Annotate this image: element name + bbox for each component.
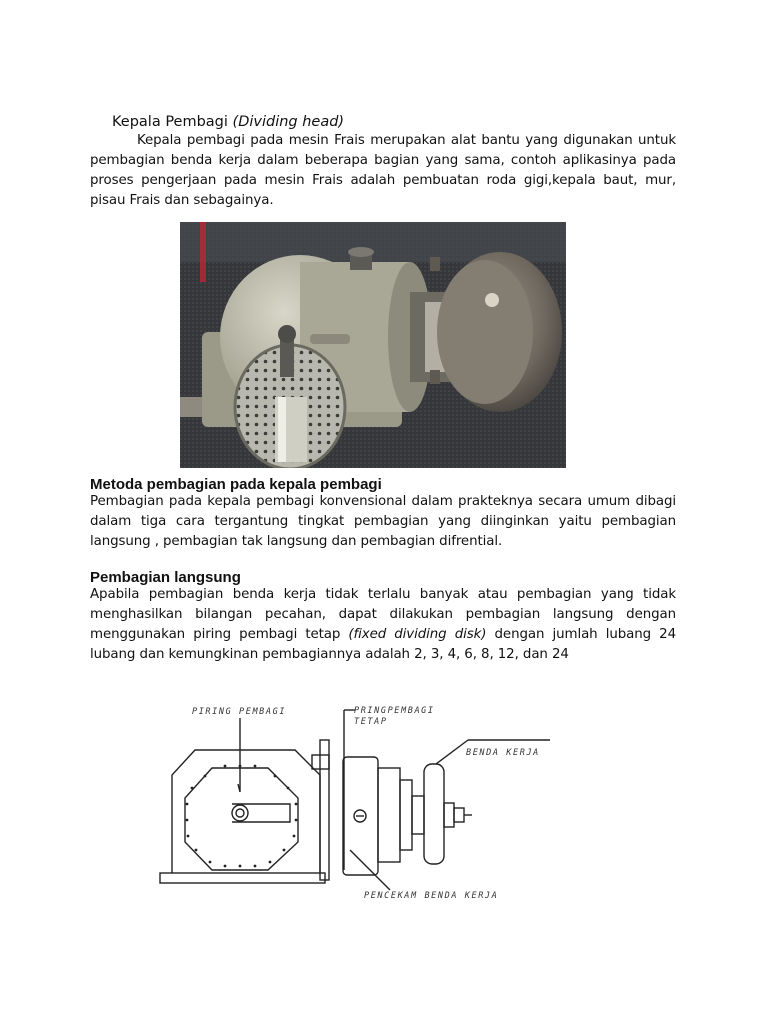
title-text: Kepala Pembagi <box>112 114 228 130</box>
label-piring-pembagi: PIRING PEMBAGI <box>192 707 287 717</box>
section-title-pembagian-langsung: Pembagian langsung <box>90 569 241 586</box>
paragraph-pembagian-langsung <box>90 585 676 665</box>
paragraph-text-before: Apabila pembagian benda kerja tidak terlalu banyak atau pembagian yang tidak menghasilkan bilangan pecahan, dapat dilakukan pembagian langsung dengan menggunakan piring pembagi tetap <box>90 587 676 642</box>
title-italic-text: (Dividing head) <box>232 114 345 130</box>
section-title-kepala-pembagi <box>112 112 344 132</box>
label-piring-tetap-line2: TETAP <box>354 717 388 727</box>
dividing-head-diagram <box>150 700 570 910</box>
label-pencekam-benda-kerja: PENCEKAM BENDA KERJA <box>364 891 499 901</box>
diagram-spindle-circle <box>232 805 248 821</box>
dividing-head-photo <box>180 222 566 468</box>
paragraph-text-italic: (fixed dividing disk) <box>348 627 487 642</box>
paragraph-metoda-pembagian: Pembagian pada kepala pembagi konvensional dalam prakteknya secara umum dibagi dalam tiga cara tergantung tingkat pembagian yang diinginkan yaitu pembagian langsung , pembagian tak langsung dan pembagian difrential. <box>90 494 676 549</box>
diagram-dividing-disk <box>185 768 298 870</box>
paragraph-text-after: dengan jumlah lubang 24 lubang dan kemungkinan pembagiannya adalah 2, 3, 4, 6, 8, 12, dan 24 <box>90 627 676 662</box>
paragraph-text: Kepala pembagi pada mesin Frais merupakan alat bantu yang digunakan untuk pembagian benda kerja dalam beberapa bagian yang sama, contoh aplikasinya pada proses pengerjaan pada mesin Frais adalah pembuatan roda gigi,kepala baut, mur, pisau Frais dan sebagainya. <box>90 133 676 208</box>
paragraph-kepala-pembagi <box>90 131 676 211</box>
label-benda-kerja: BENDA KERJA <box>466 748 540 758</box>
diagram-workpiece <box>424 764 444 864</box>
label-piring-tetap-line1: PRINGPEMBAGI <box>354 706 435 716</box>
diagram-fixed-plate <box>320 740 329 880</box>
section-title-metoda-pembagian: Metoda pembagian pada kepala pembagi <box>90 476 382 493</box>
diagram-base-plate <box>160 873 325 883</box>
